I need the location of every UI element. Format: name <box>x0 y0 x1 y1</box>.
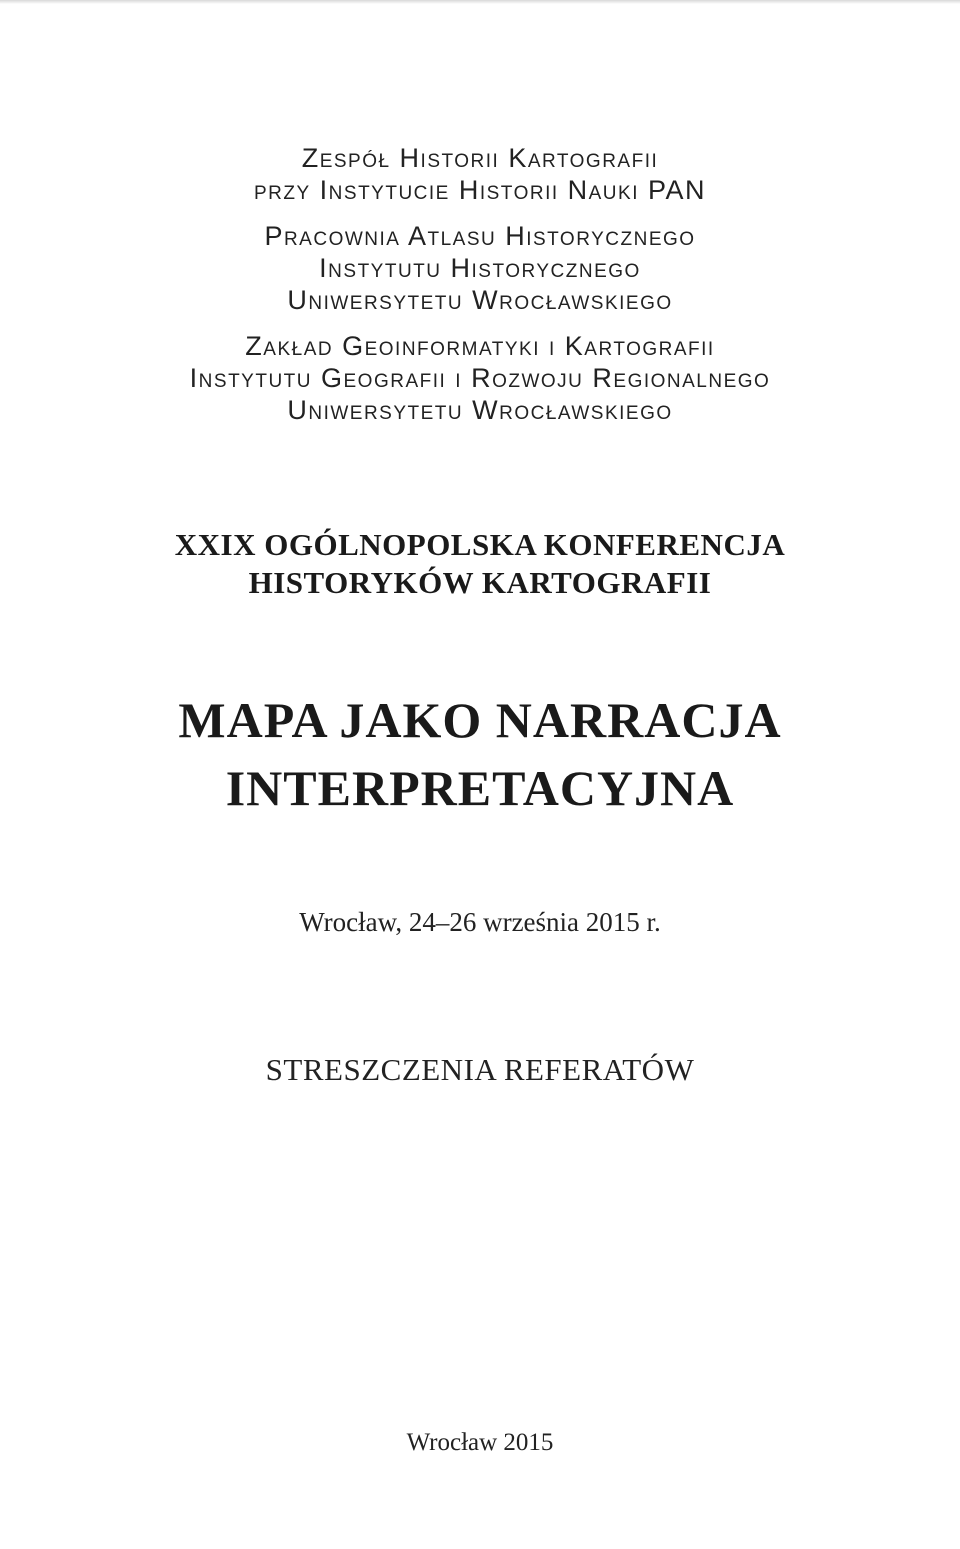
institution-group-3 <box>0 330 960 426</box>
institution-line: Zakład Geoinformatyki i Kartografii <box>245 331 715 361</box>
conference-line-1: XXIX OGÓLNOPOLSKA KONFERENCJA <box>174 527 786 562</box>
title-line-2: INTERPRETACYJNA <box>225 760 735 816</box>
institution-line: Uniwersytetu Wrocławskiego <box>287 285 673 315</box>
institution-line: przy Instytucie Historii Nauki PAN <box>254 175 706 205</box>
institution-line: Zespół Historii Kartografii <box>301 143 659 173</box>
institution-line: Uniwersytetu Wrocławskiego <box>287 395 673 425</box>
scan-edge <box>0 0 960 4</box>
institution-line: Pracownia Atlasu Historycznego <box>264 221 696 251</box>
institution-group-1 <box>0 142 960 206</box>
main-title <box>0 686 960 822</box>
abstracts-subtitle: STRESZCZENIA REFERATÓW <box>265 1052 695 1087</box>
imprint: Wrocław 2015 <box>406 1429 554 1456</box>
conference-line-2: HISTORYKÓW KARTOGRAFII <box>248 565 712 600</box>
institution-line: Instytutu Geografii i Rozwoju Regionalnego <box>189 363 771 393</box>
dateline: Wrocław, 24–26 września 2015 r. <box>299 907 661 937</box>
title-line-1: MAPA JAKO NARRACJA <box>178 692 782 748</box>
conference-name <box>0 526 960 602</box>
institution-line: Instytutu Historycznego <box>319 253 641 283</box>
institution-group-2 <box>0 220 960 316</box>
